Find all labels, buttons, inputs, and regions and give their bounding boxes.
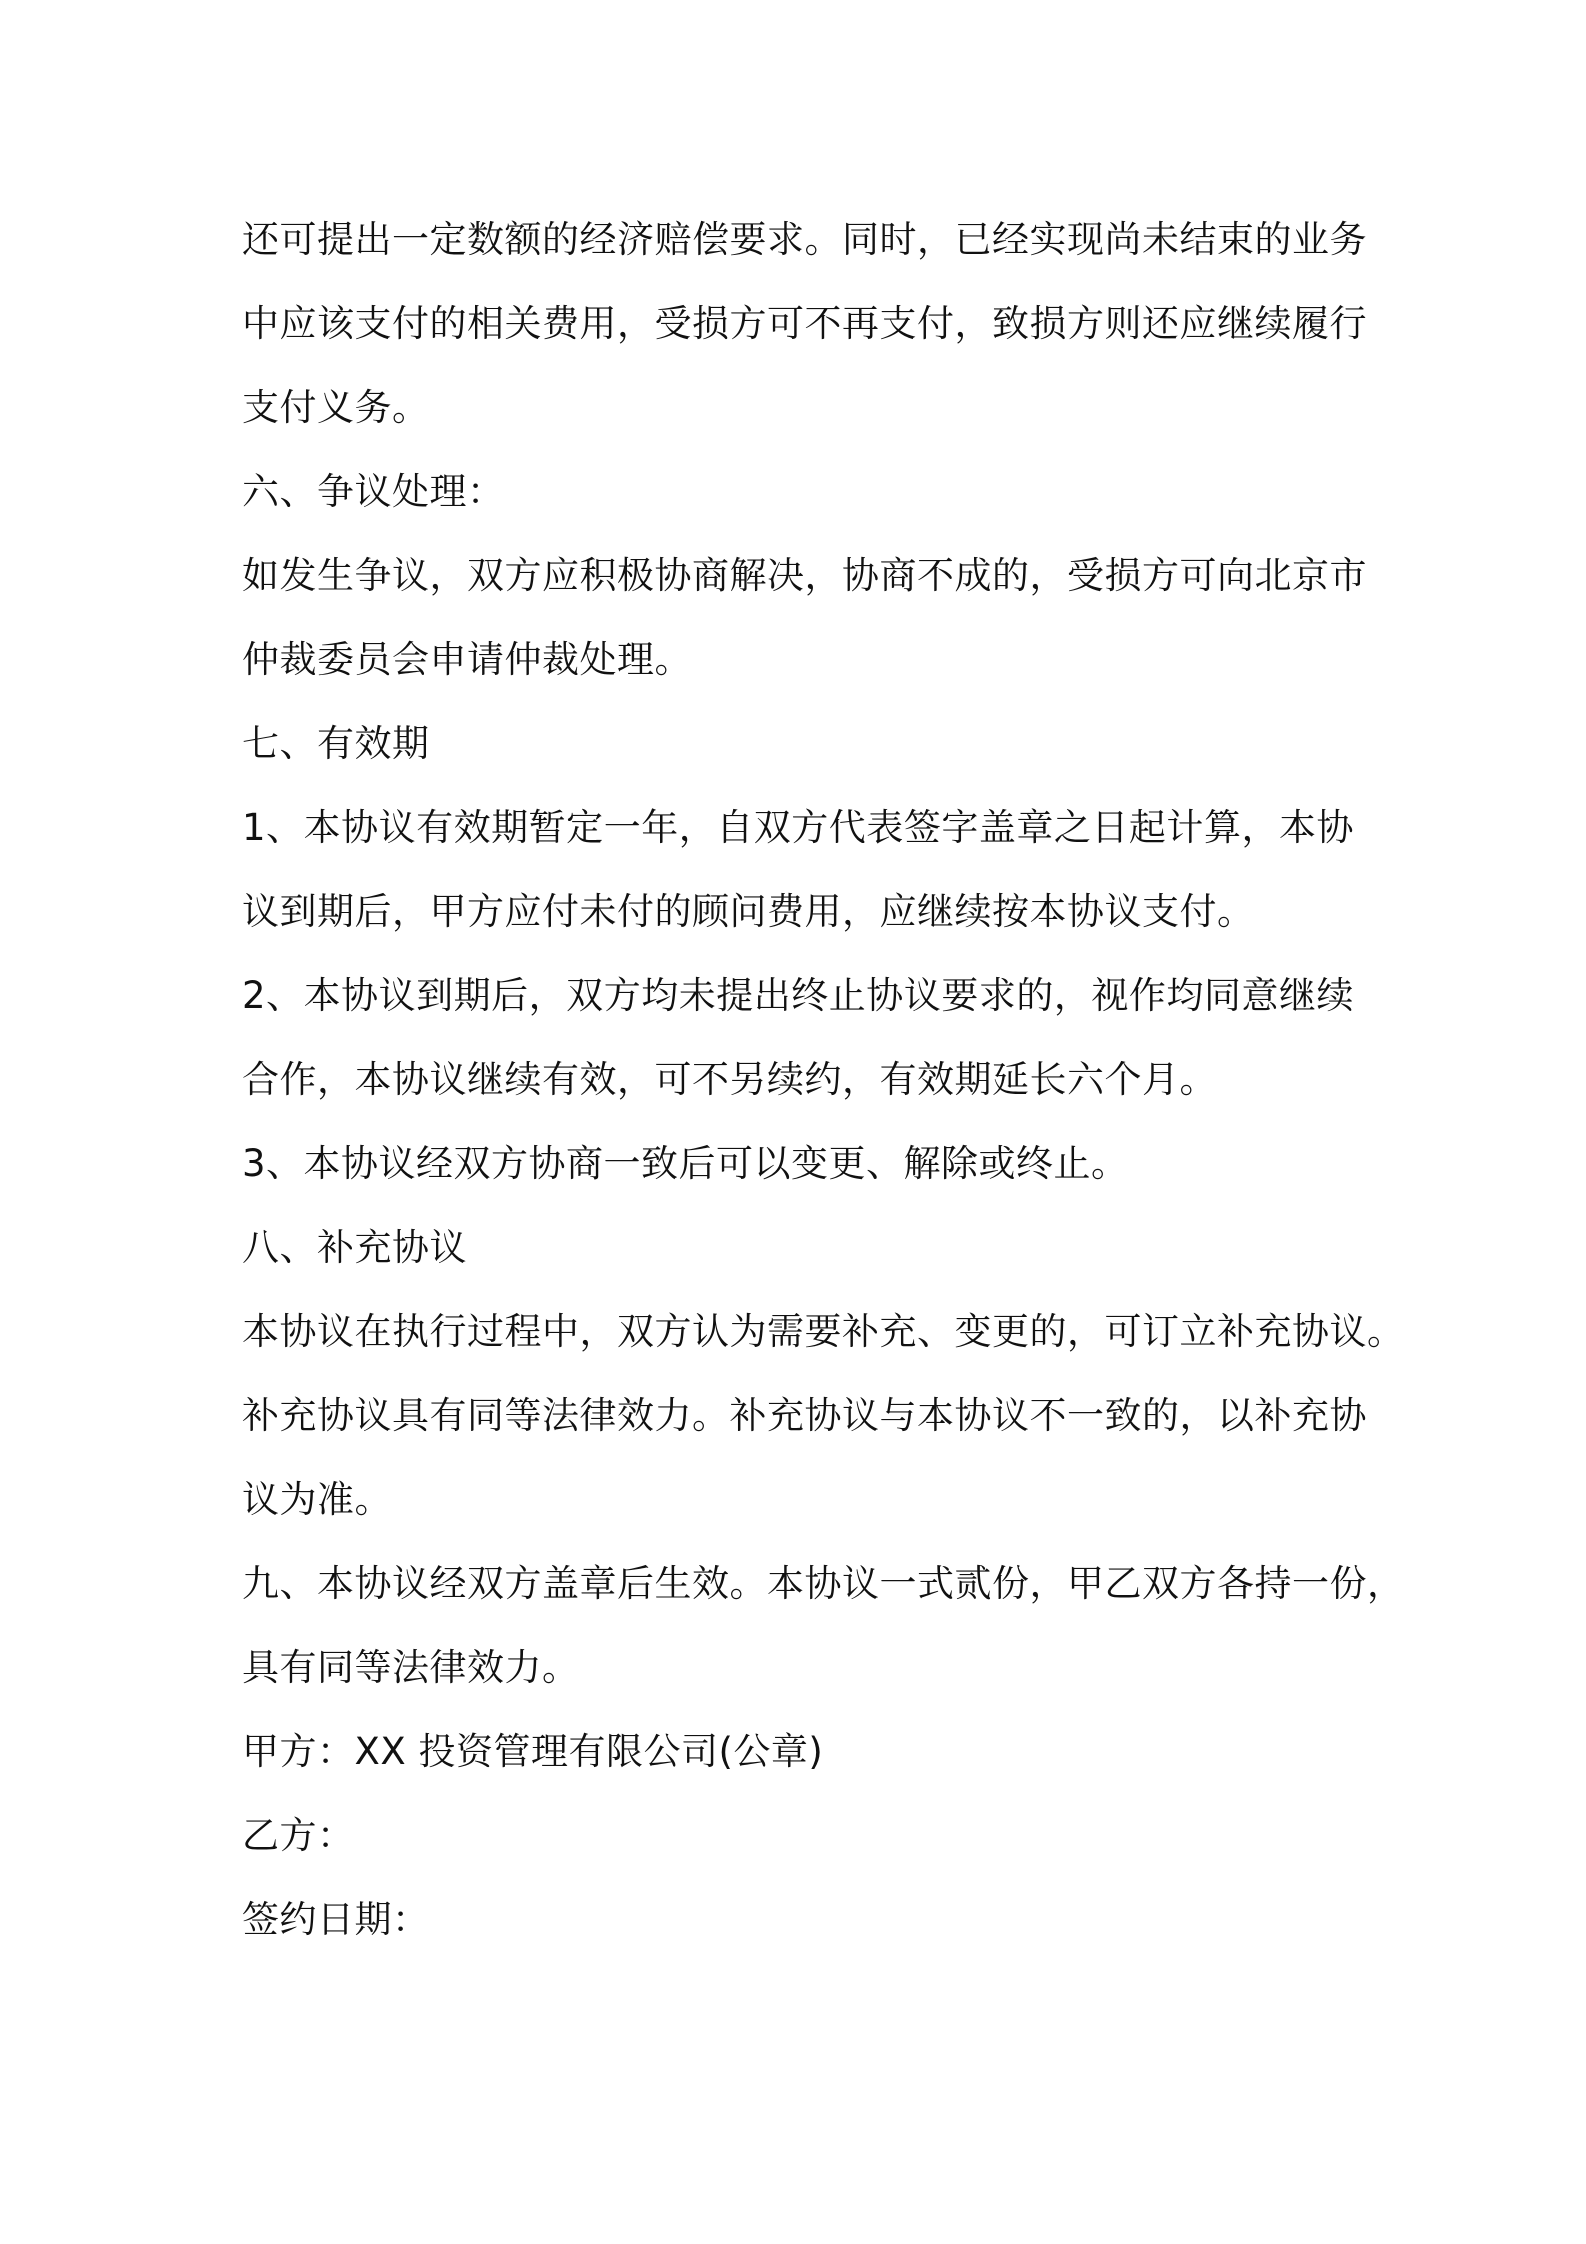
section-heading: 六、争议处理： [242, 470, 505, 513]
text-line: 支付义务。 [242, 386, 430, 429]
section-heading: 七、有效期 [242, 722, 430, 765]
text-line: 中应该支付的相关费用，受损方可不再支付，致损方则还应继续履行 [242, 302, 1367, 345]
party-a-line: 甲方：XX 投资管理有限公司(公章) [242, 1730, 824, 1773]
text-line: 1、本协议有效期暂定一年，自双方代表签字盖章之日起计算，本协 [242, 806, 1354, 849]
text-line: 议到期后，甲方应付未付的顾问费用，应继续按本协议支付。 [242, 890, 1255, 933]
text-line: 九、本协议经双方盖章后生效。本协议一式贰份，甲乙双方各持一份， [242, 1562, 1405, 1605]
text-line: 具有同等法律效力。 [242, 1646, 580, 1689]
text-line: 还可提出一定数额的经济赔偿要求。同时，已经实现尚未结束的业务 [242, 218, 1367, 261]
text-line: 如发生争议，双方应积极协商解决，协商不成的，受损方可向北京市 [242, 554, 1367, 597]
text-line: 议为准。 [242, 1478, 392, 1521]
text-line: 补充协议具有同等法律效力。补充协议与本协议不一致的，以补充协 [242, 1394, 1367, 1437]
text-line: 合作，本协议继续有效，可不另续约，有效期延长六个月。 [242, 1058, 1217, 1101]
text-line: 仲裁委员会申请仲裁处理。 [242, 638, 692, 681]
text-line: 本协议在执行过程中，双方认为需要补充、变更的，可订立补充协议。 [242, 1310, 1405, 1353]
document-body [242, 198, 1405, 1962]
signing-date-line: 签约日期： [242, 1898, 430, 1941]
text-line: 3、本协议经双方协商一致后可以变更、解除或终止。 [242, 1142, 1129, 1185]
text-line: 2、本协议到期后，双方均未提出终止协议要求的，视作均同意继续 [242, 974, 1354, 1017]
party-b-line: 乙方： [242, 1814, 355, 1857]
section-heading: 八、补充协议 [242, 1226, 467, 1269]
